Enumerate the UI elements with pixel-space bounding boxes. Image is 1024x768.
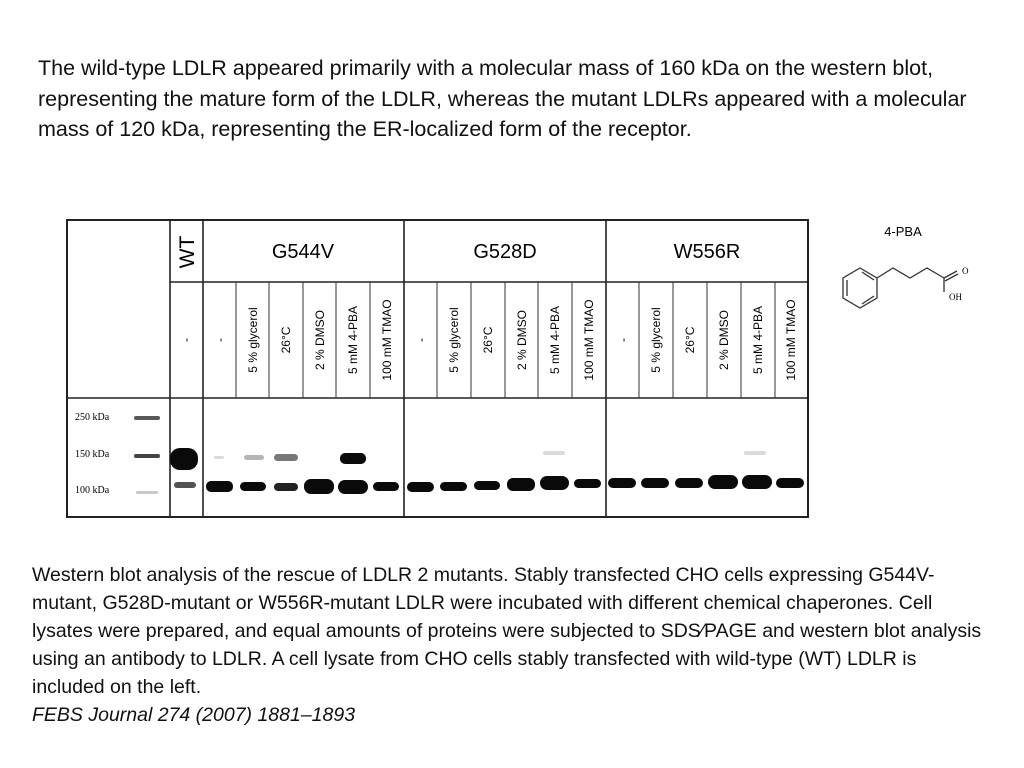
caption-text: Western blot analysis of the rescue of LDLR 2 mutants. Stably transfected CHO cells expressing G544V-mutant, G528D-mutant or W556R-mutant LDLR were incubated with different chemical chaperones. Cell lysates were prepared, and equal amounts of proteins were subjected to SDS⁄PAGE and western blot analysis using an antibody to LDLR. A cell lysate from CHO cells stably transfected with wild-type (WT) LDLR is included on the left. [32,564,982,698]
band [641,478,669,488]
lane-label: 5 mM 4-PBA [548,305,562,375]
ladder-band [134,416,160,420]
hydroxyl-label: OH [949,292,962,302]
lane-label: 5 % glycerol [447,307,461,373]
band [474,481,500,490]
band [440,482,467,491]
ladder-band [134,454,160,458]
lane-label: 26°C [279,326,293,354]
group-label-w556r: W556R [673,241,741,263]
band [340,453,366,464]
group-label-g544v: G544V [271,241,335,263]
band [373,482,399,491]
structure-title: 4-PBA [884,224,922,239]
band [338,480,368,494]
band [708,475,738,489]
lane-label: - [213,338,227,342]
band [507,478,535,491]
wt-label: WT [176,235,199,269]
lane-label: - [414,338,428,342]
band [240,482,266,491]
lane-label: 5 % glycerol [246,307,260,373]
band [407,482,434,492]
band [304,479,334,494]
marker-label-150: 150 kDa [75,449,110,460]
marker-label-100: 100 kDa [75,485,110,496]
oxygen-label: O [962,266,969,276]
lane-label: 2 % DMSO [717,309,731,371]
figure-caption [32,561,992,729]
lane-label: 26°C [683,326,697,354]
band [675,478,703,488]
band [744,451,766,455]
caption-citation: FEBS Journal 274 (2007) 1881–1893 [32,704,356,726]
band [274,454,298,461]
ladder-band [136,491,158,494]
band [742,475,772,489]
lane-label: 100 mM TMAO [784,299,798,381]
marker-label-250: 250 kDa [75,412,110,423]
band [776,478,804,488]
band [543,451,565,455]
lane-label: 5 mM 4-PBA [751,305,765,375]
band [574,479,601,488]
pba-structure [843,268,958,308]
band [540,476,569,490]
lane-label: 2 % DMSO [313,309,327,371]
lane-label: 26°C [481,326,495,354]
band [274,483,298,491]
lane-label: - [616,338,630,342]
lane-label: 5 mM 4-PBA [346,305,360,375]
band [608,478,636,488]
band-wt-mature [170,448,198,470]
intro-paragraph: The wild-type LDLR appeared primarily with a molecular mass of 160 kDa on the western blot, representing the mature form of the LDLR, whereas the mutant LDLRs appeared with a molecular mass of 120 kDa, representing the ER-localized form of the receptor. [38,56,967,141]
band [206,481,233,492]
lane-label: 5 % glycerol [649,307,663,373]
lane-label: - [179,338,193,342]
lane-label: 2 % DMSO [515,309,529,371]
lane-label: 100 mM TMAO [582,299,596,381]
band [214,456,224,459]
band [244,455,264,460]
band-wt-precursor [174,482,196,488]
group-label-g528d: G528D [473,241,537,263]
lane-label: 100 mM TMAO [380,299,394,381]
